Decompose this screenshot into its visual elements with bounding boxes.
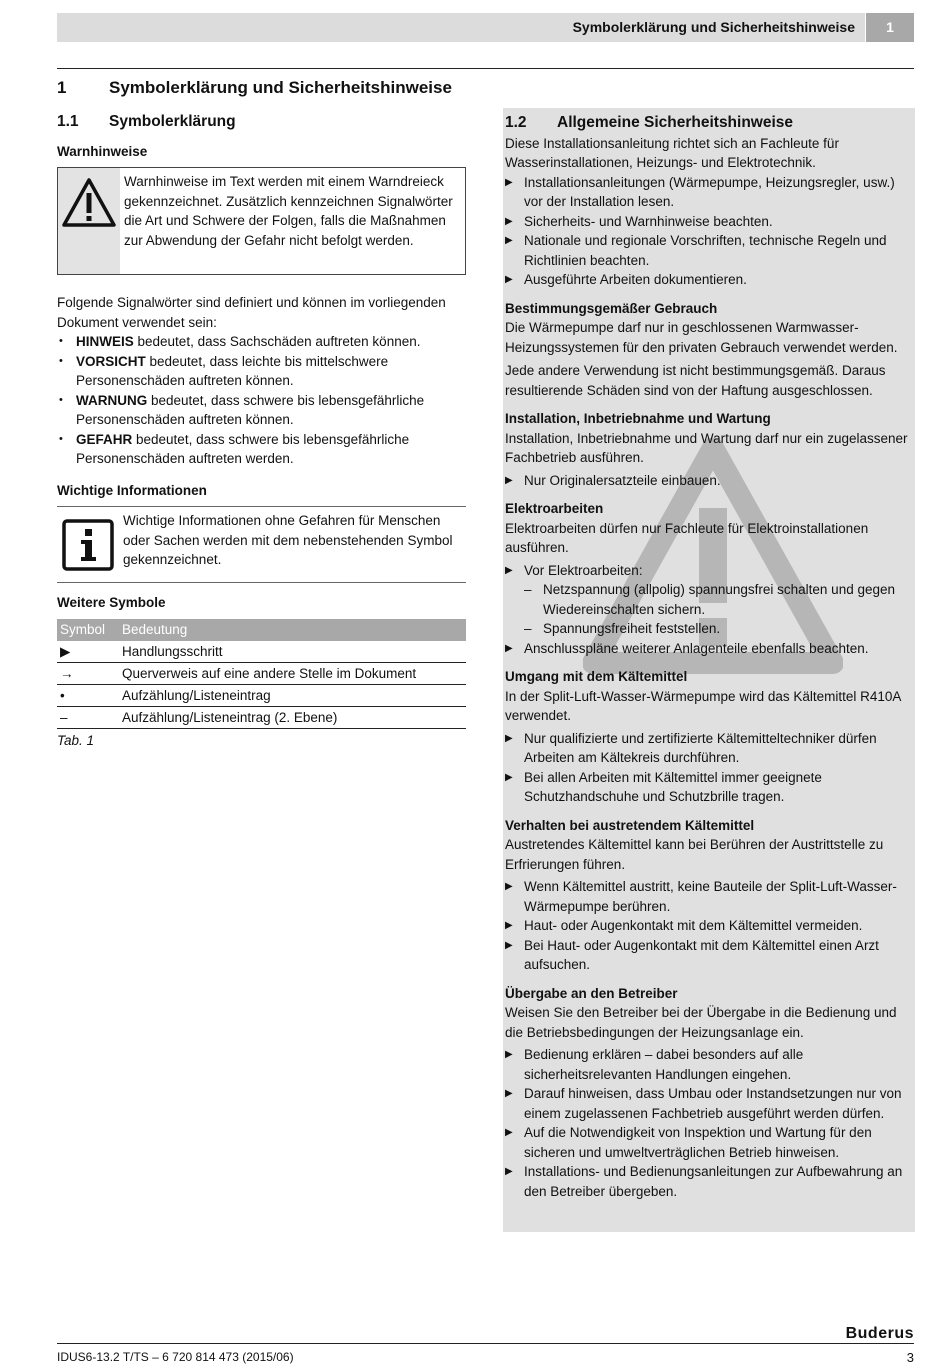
use-title: Bestimmungsgemäßer Gebrauch: [505, 300, 718, 316]
signal-desc: bedeutet, dass schwere bis lebensgefährliche Personenschäden auftreten werden.: [76, 431, 410, 466]
list-item: ▶ Anschlusspläne weiterer Anlagenteile ebenfalls beachten.: [505, 639, 913, 659]
list-item: ▶ Bei Haut- oder Augenkontakt mit dem Kältemittel einen Arzt aufsuchen.: [505, 936, 913, 975]
chapter-number: 1: [866, 13, 914, 42]
symbols-table: [57, 619, 466, 730]
header-divider: [57, 68, 914, 69]
list-item: ▶ Bedienung erklären – dabei besonders auf alle sicherheitsrelevanten Handlungen eingehen.: [505, 1045, 913, 1084]
signal-word: HINWEIS: [76, 334, 134, 349]
section-number: 1.2: [505, 114, 527, 131]
warning-box-text: Warnhinweise im Text werden mit einem Warndreieck gekennzeichnet. Zusätzlich kennzeichnen Signalwörter die Art und Schwere der Folgen, falls die Maßnahmen zur Abwendung der Gefahr nicht befolgt werden.: [124, 174, 453, 248]
signal-words-list: [57, 332, 466, 469]
handover-title: Übergabe an den Betreiber: [505, 985, 678, 1001]
intro-paragraph: Diese Installationsanleitung richtet sich an Fachleute für Wasserinstallationen, Heizungs- und Elektrotechnik.: [505, 135, 839, 170]
signal-word: GEFAHR: [76, 431, 133, 447]
table-cell: –: [57, 707, 119, 729]
table-cell: ▶: [57, 641, 119, 663]
table-header: Symbol: [57, 619, 119, 641]
electrical-steps: [505, 561, 913, 581]
page-number: 3: [906, 1350, 914, 1365]
list-item: ▶ Sicherheits- und Warnhinweise beachten.: [505, 212, 913, 232]
info-icon: [57, 507, 119, 582]
info-box: [57, 506, 466, 583]
table-cell: •: [57, 685, 119, 707]
info-box-text: Wichtige Informationen ohne Gefahren für Menschen oder Sachen werden mit dem nebenstehenden Symbol gekennzeichnet.: [123, 513, 453, 567]
list-item: [57, 430, 466, 469]
document-id: IDUS6-13.2 T/TS – 6 720 814 473 (2015/06): [57, 1350, 294, 1364]
list-item: ▶ Nationale und regionale Vorschriften, technische Regeln und Richtlinien beachten.: [505, 231, 913, 270]
list-item: ▶ Darauf hinweisen, dass Umbau oder Instandsetzungen nur von einem zugelassenen Fachbetrieb ausgeführt werden dürfen.: [505, 1084, 913, 1123]
info-title: Wichtige Informationen: [57, 482, 207, 498]
table-cell: →: [57, 663, 119, 685]
section-title: Allgemeine Sicherheitshinweise: [557, 114, 794, 131]
chapter-heading: [57, 78, 452, 98]
use-paragraph-1: Die Wärmepumpe darf nur in geschlossenen Warmwasser-Heizungssystemen für den privaten Gebrauch verwendet werden.: [505, 320, 898, 355]
list-item: ▶ Nur Originalersatzteile einbauen.: [505, 471, 913, 491]
chapter-heading-number: 1: [57, 78, 67, 97]
list-item: ▶ Installations- und Bedienungsanleitungen zur Aufbewahrung an den Betreiber übergeben.: [505, 1162, 913, 1201]
list-item: – Spannungsfreiheit feststellen.: [505, 619, 913, 639]
install-paragraph: Installation, Inbetriebnahme und Wartung darf nur ein zugelassener Fachbetrieb ausführen.: [505, 430, 908, 465]
table-caption: Tab. 1: [57, 733, 95, 748]
signal-desc: bedeutet, dass schwere bis lebensgefährliche Personenschäden auftreten können.: [76, 392, 425, 427]
brand-logo: Buderus: [845, 1325, 914, 1342]
section-heading-1-2: [505, 113, 913, 133]
list-item: [57, 352, 466, 391]
leak-steps: [505, 877, 913, 975]
header-title: Symbolerklärung und Sicherheitshinweise: [572, 19, 855, 35]
signal-words-intro: Folgende Signalwörter sind definiert und können im vorliegenden Dokument verwendet sein:: [57, 295, 446, 330]
list-item: ▶ Vor Elektroarbeiten:: [505, 561, 913, 581]
handover-steps: [505, 1045, 913, 1201]
use-paragraph-2: Jede andere Verwendung ist nicht bestimmungsgemäß. Daraus resultierende Schäden sind von der Haftung ausgeschlossen.: [505, 363, 886, 398]
signal-desc: bedeutet, dass leichte bis mittelschwere Personenschäden auftreten können.: [76, 353, 389, 388]
handover-paragraph: Weisen Sie den Betreiber bei der Übergabe in die Bedienung und die Betriebsbedingungen der Heizungsanlage ein.: [505, 1005, 897, 1040]
section-number: 1.1: [57, 113, 79, 130]
list-item: ▶ Nur qualifizierte und zertifizierte Kältemitteltechniker dürfen Arbeiten am Kältekreis durchführen.: [505, 729, 913, 768]
leak-title: Verhalten bei austretendem Kältemittel: [505, 817, 755, 833]
table-header-row: [57, 619, 466, 641]
list-item: ▶ Ausgeführte Arbeiten dokumentieren.: [505, 270, 913, 290]
list-item: ▶ Installationsanleitungen (Wärmepumpe, Heizungsregler, usw.) vor der Installation lesen.: [505, 173, 913, 212]
electrical-steps-2: [505, 639, 913, 659]
warning-box: [57, 167, 466, 275]
table-row: [57, 663, 466, 685]
warnings-title: Warnhinweise: [57, 143, 148, 159]
page-header: [57, 13, 865, 42]
install-title: Installation, Inbetriebnahme und Wartung: [505, 411, 771, 426]
chapter-heading-text: Symbolerklärung und Sicherheitshinweise: [109, 78, 452, 97]
table-row: [57, 685, 466, 707]
list-item: ▶ Auf die Notwendigkeit von Inspektion und Wartung für den sicheren und umweltverträglichen Betrieb hinweisen.: [505, 1123, 913, 1162]
section-heading-1-1: [57, 112, 466, 132]
signal-desc: bedeutet, dass Sachschäden auftreten können.: [133, 334, 421, 349]
list-item: – Netzspannung (allpolig) spannungsfrei schalten und gegen Wiedereinschalten sichern.: [505, 580, 913, 619]
footer-divider: [57, 1343, 914, 1344]
table-row: [57, 641, 466, 663]
section-title: Symbolerklärung: [109, 113, 236, 130]
right-column: [503, 108, 915, 1232]
install-steps: [505, 471, 913, 491]
list-item: ▶ Haut- oder Augenkontakt mit dem Kältemittel vermeiden.: [505, 916, 913, 936]
list-item: [57, 391, 466, 430]
list-item: [57, 332, 466, 352]
signal-word: VORSICHT: [76, 353, 146, 369]
refrigerant-steps: [505, 729, 913, 807]
table-row: [57, 707, 466, 729]
electrical-paragraph: Elektroarbeiten dürfen nur Fachleute für Elektroinstallationen ausführen.: [505, 520, 869, 555]
list-item: ▶ Wenn Kältemittel austritt, keine Bauteile der Split-Luft-Wasser-Wärmepumpe berühren.: [505, 877, 913, 916]
electrical-title: Elektroarbeiten: [505, 501, 604, 516]
warning-triangle-icon: [58, 168, 120, 274]
table-cell: Querverweis auf eine andere Stelle im Dokument: [119, 663, 466, 685]
signal-word: WARNUNG: [76, 392, 148, 408]
more-symbols-title: Weitere Symbole: [57, 595, 166, 610]
refrigerant-title: Umgang mit dem Kältemittel: [505, 669, 688, 684]
table-cell: Aufzählung/Listeneintrag (2. Ebene): [119, 707, 466, 729]
table-header: Bedeutung: [119, 619, 466, 641]
refrigerant-paragraph: In der Split-Luft-Wasser-Wärmepumpe wird das Kältemittel R410A verwendet.: [505, 688, 901, 723]
intro-steps: [505, 173, 913, 290]
leak-paragraph: Austretendes Kältemittel kann bei Berühren der Austrittstelle zu Erfrierungen führen.: [505, 837, 884, 872]
table-cell: Handlungsschritt: [119, 641, 466, 663]
left-column: [57, 112, 466, 751]
table-cell: Aufzählung/Listeneintrag: [119, 685, 466, 707]
electrical-sub-steps: [505, 580, 913, 639]
list-item: ▶ Bei allen Arbeiten mit Kältemittel immer geeignete Schutzhandschuhe und Schutzbrille tragen.: [505, 768, 913, 807]
